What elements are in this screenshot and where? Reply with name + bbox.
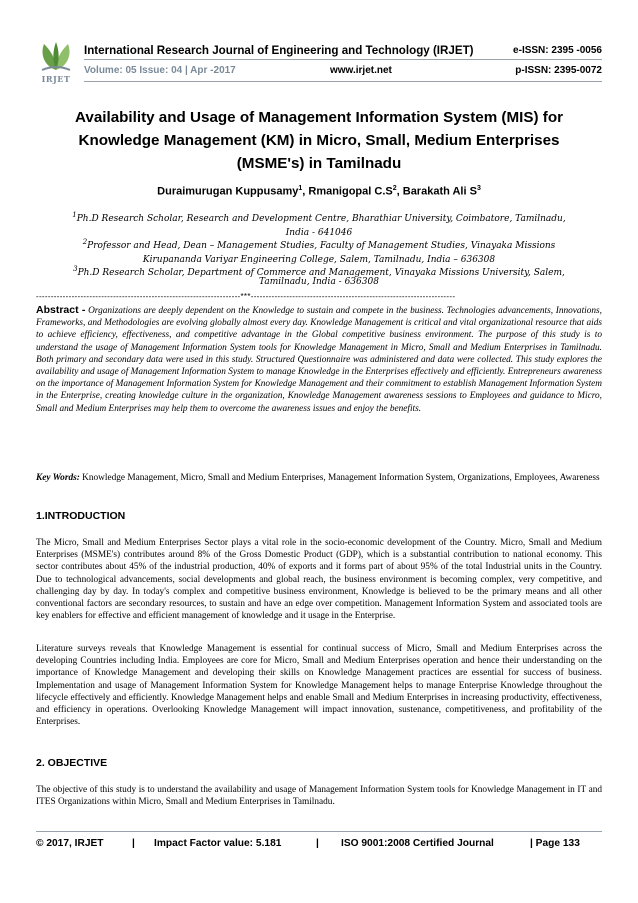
author-name: Duraimurugan Kuppusamy [157, 185, 299, 198]
volume-issue: Volume: 05 Issue: 04 | Apr -2017 [84, 65, 236, 76]
logo-text: IRJET [41, 74, 71, 84]
objective-paragraph: The objective of this study is to understand the availability and usage of Management Information System tools for Knowledge Management in IT and ITES Organizations within Micro, Small and Medium Enterprises in Tamilnadu. [36, 785, 602, 808]
affil-line: Kirupananda Variyar Engineering College, Salem, Tamilnadu, India – 636308 [142, 254, 496, 265]
header-rule-bottom [84, 81, 602, 82]
affil-sup: 2 [82, 238, 88, 246]
footer-impact-factor: Impact Factor value: 5.181 [154, 838, 282, 849]
footer-iso: ISO 9001:2008 Certified Journal [341, 838, 494, 849]
affiliation-3-cont [50, 276, 588, 290]
paper-title [40, 106, 598, 175]
abstract-label: Abstract - [36, 304, 86, 316]
affil-line: Ph.D Research Scholar, Research and Development Centre, Bharathiar University, Coimbatore, Tamilnadu, [76, 214, 566, 224]
journal-header [36, 40, 602, 88]
title-line: Availability and Usage of Management Information System (MIS) for [74, 109, 564, 126]
author-name: Rmanigopal C.S [308, 185, 393, 198]
affil-sup: 3 [73, 265, 78, 273]
separator-line: ---------------------------------------------------------------------***--------------------------------------------------------------------- [36, 292, 456, 301]
keywords: Key Words: Knowledge Management, Micro, Small and Medium Enterprises, Management Information System, Organizations, Employees, Awareness [36, 473, 600, 483]
e-issn: e-ISSN: 2395 -0056 [513, 45, 602, 56]
affil-line: Ph.D Research Scholar, Department of Commerce and Management, Vinayaka Missions University, Salem, [77, 268, 565, 278]
title-line: Knowledge Management (KM) in Micro, Small, Medium Enterprises [78, 132, 560, 149]
journal-website[interactable]: www.irjet.net [330, 65, 392, 76]
footer-page-number: | Page 133 [530, 838, 580, 849]
author-list: Duraimurugan Kuppusamy$^1$, Rmanigopal $C.S^2$, Barakath Ali $S^3$ [157, 185, 481, 198]
footer-rule [36, 831, 602, 832]
title-line: (MSME's) in Tamilnadu [236, 155, 402, 172]
affil-line: Professor and Head, Dean – Management Studies, Faculty of Management Studies, Vinayaka Missions [87, 241, 556, 251]
author-sup: 1 [298, 185, 303, 192]
author-name: Barakath Ali S [402, 185, 477, 198]
p-issn: p-ISSN: 2395-0072 [515, 65, 602, 76]
footer-sep: | [316, 838, 319, 849]
section-heading-objective: 2. OBJECTIVE [36, 757, 108, 769]
abstract-text: Organizations are deeply dependent on the Knowledge to sustain and compete in the business. Technologies advancements, Innovations, Frameworks, and Methodologies are evolving globally almost every day. Knowledge Management is critical and vital organizational resource that aids to achieve efficiency, effectiveness, and competitive advantage in the Global competitive business environment. The purpose of this study is to understand the usage of Management Information System tools for Knowledge Management in Micro, Small and Medium Enterprises in Tamilnadu. Both primary and secondary data were used in this study. Structured Questionnaire was administered and data were collected. This study explores the availability and usage of Management Information System to manage Knowledge in the Enterprises effectively and efficiently. Entrepreneurs awareness on the importance of Management Information System for Knowledge Management and their commitment to establish Management Information System in the Enterprise, creating knowledge culture in the organization, Knowledge Management awareness sessions to Employees and guidance to Micro, Small and Medium Enterprises may help them to overcome the awareness issues and enjoy the benefits. [36, 306, 602, 414]
author-sup: 3 [476, 185, 481, 192]
journal-name: International Research Journal of Engineering and Technology (IRJET) [84, 44, 474, 57]
author-sup: 2 [392, 185, 397, 192]
footer-copyright: © 2017, IRJET [36, 838, 104, 849]
keywords-text: Knowledge Management, Micro, Small and Medium Enterprises, Management Information System, Organizations, Employees, Awareness [82, 473, 600, 483]
header-rule-mid [84, 59, 602, 60]
irjet-logo [36, 40, 76, 84]
abstract [36, 304, 602, 415]
footer-sep: | [132, 838, 135, 849]
affiliation-3 [50, 263, 588, 277]
keywords-label: Key Words [36, 473, 77, 483]
section-heading-introduction: 1.INTRODUCTION [36, 510, 126, 522]
intro-paragraph-1: The Micro, Small and Medium Enterprises Sector plays a vital role in the socio-economic development of the Country. Micro, Small and Medium Enterprises (MSME's) contributes around 8% of the Gross Domestic Product (GDP), which is a substantial contribution to national economy. This sector contributes about 45% of the industrial production, 40% of exports and it forms part of about 95% of the total Industrial units in the Country. Due to technological advancements, social developments and global reach, the business environment is becoming complex, very competitive, and challenging day by day. In today's complex and competitive business environment, Knowledge is believed to be the primary means and all other conventional factors are secondary resources, to sustain and have an edge over competition. Management Information System and associated tools are key enablers for effective and efficient management of knowledge and it usage in the Enterprise. [36, 538, 602, 622]
intro-paragraph-2: Literature surveys reveals that Knowledge Management is essential for continual success of Micro, Small and Medium Enterprises across the developing Countries including India. Employees are core for Micro, Small and Medium Enterprises operation and hence their understanding on the importance of Knowledge Management and developing their skills on Knowledge Management practices are essential for success of business. Implementation and usage of Management Information System for Knowledge Management helps to manage Enterprise Knowledge throughout the lifecycle effectively and efficiently. Knowledge Management helps and enable Small and Medium Enterprises in increasing productivity, effectiveness, and efficiency in operations. Overlooking Knowledge Management will impact innovation, sustenance, competitiveness, and profitability of the Enterprises. [36, 644, 602, 728]
affil-line: India - 641046 [285, 227, 353, 238]
affil-line: Tamilnadu, India - 636308 [259, 277, 379, 287]
affil-sup: 1 [72, 211, 77, 219]
